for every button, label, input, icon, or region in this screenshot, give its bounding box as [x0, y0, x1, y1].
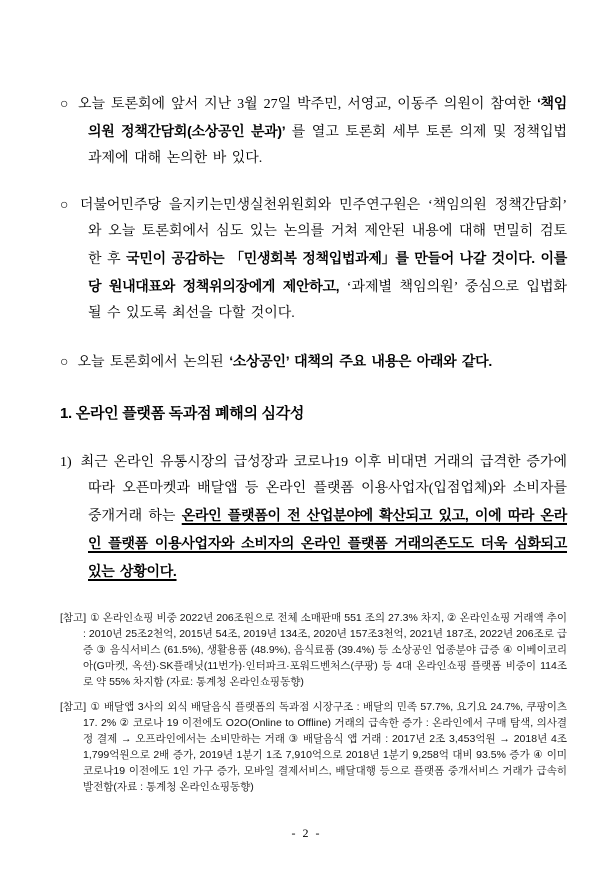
section-heading-online-platform: 1. 온라인 플랫폼 독과점 폐해의 심각성 — [60, 405, 305, 422]
reference-note-shopping-stats — [60, 610, 567, 690]
p4-emphasis-underline-text: 온라인 플랫폼이 전 산업분야에 확산되고 있고, 이에 따라 온라인 플랫폼 이용사업자와 소비자의 온라인 플랫폼 거래의존도도 더욱 심화되고 있는 상황이다. — [88, 507, 567, 579]
p1-tail-text: 를 열고 토론회 세부 토론 의제 및 정책입법과제에 대해 논의한 바 있다. — [88, 125, 567, 166]
p2-lead-text: 더불어민주당 을지키는민생실천위원회와 민주연구원은 ‘책임의원 정책간담회’ 와 오늘 토론회에서 심도 있는 논의를 거쳐 제안된 내용에 대해 면밀히 검토 한 후 — [79, 198, 567, 267]
note-label: [참고] — [60, 612, 87, 624]
p1-lead-text: 오늘 토론회에 앞서 지난 3월 27일 박주민, 서영교, 이동주 의원이 참여한 — [77, 97, 537, 112]
reference-note-delivery-stats — [60, 699, 567, 795]
circle-bullet: ○ — [60, 198, 71, 213]
note-2-text: ① 배달앱 3사의 외식 배달음식 플랫폼의 독과점 시장구조 : 배달의 민족 57.7%, 요기요 24.7%, 쿠팡이츠 17. 2% ② 코로나 19 이전에도 O2O(Online to Offline) 거래의 급속한 증가 : 온라인에서 구매 탐색, 의사결정 결제 → 오프라인에서는 소비만하는 거래 ③ 배달음식 앱 거래 : 2017년 2조 3,453억원 → 2018년 4조1,799억원으로 2배 증가, 2019년 1분기 1조 7,910억으로 2018년 1분기 9,258억 대비 93.5% 증가 ④ 이미 코로나19 이전에도 1인 가구 증가, 모바일 결제서비스, 배달대행 등으로 플랫폼 중개서비스 거래가 급속히 발전함(자료 : 통계청 온라인쇼핑동향) — [83, 701, 567, 793]
p1-emphasis-text: ‘책임의원 정책간담회(소상공인 분과)’ — [88, 95, 567, 139]
paragraph-party-plan — [60, 193, 567, 327]
note-label: [참고] — [60, 701, 87, 713]
circle-bullet: ○ — [60, 355, 69, 370]
paragraph-topics-intro — [60, 348, 567, 376]
page-number-footer: - 2 - — [291, 826, 322, 840]
note-1-text: ① 온라인쇼핑 비중 2022년 206조원으로 전체 소매판매 551 조의 27.3% 차지, ② 온라인쇼핑 거래액 추이 : 2010년 25조2천억, 2015년 54조, 2019년 134조, 2020년 157조3천억, 2021년 187조, 2022년 206조로 급증 ③ 음식서비스 (61.5%), 생활용품 (48.9%), 음식료품 (39.4%) 등 소상공인 업종분야 급증 ④ 이베이코리아(G마켓, 옥션)·SK플래닛(11번가)·인터파크·포워드벤처스(쿠팡) 등 4대 온라인쇼핑 플랫폼 비중이 114조로 약 55% 차지함 (자료: 통계청 온라인쇼핑동향) — [83, 612, 567, 688]
p2-emphasis-text: 국민이 공감하는 「민생회복 정책입법과제」를 만들어 나갈 것이다. 이를 당 원내대표와 정책위의장에게 제안하고, — [88, 250, 567, 294]
p4-lead-text: 최근 온라인 유통시장의 급성장과 코로나19 이후 비대면 거래의 급격한 증가에 따라 오픈마켓과 배달앱 등 온라인 플랫폼 이용사업자(입점업체)와 소비자를 중개거래 하는 — [80, 455, 567, 524]
paragraph-pre-meeting — [60, 90, 567, 172]
p3-emphasis-text: ‘소상공인’ 대책의 주요 내용은 아래와 같다. — [229, 353, 492, 369]
circle-bullet: ○ — [60, 97, 69, 112]
p3-lead-text: 오늘 토론회에서 논의된 — [77, 355, 230, 370]
numbered-bullet: 1) — [60, 455, 72, 470]
p2-tail-text: ‘과제별 책임의원’ 중심으로 입법화 될 수 있도록 최선을 다할 것이다. — [88, 280, 568, 321]
paragraph-platform-growth — [60, 450, 567, 586]
